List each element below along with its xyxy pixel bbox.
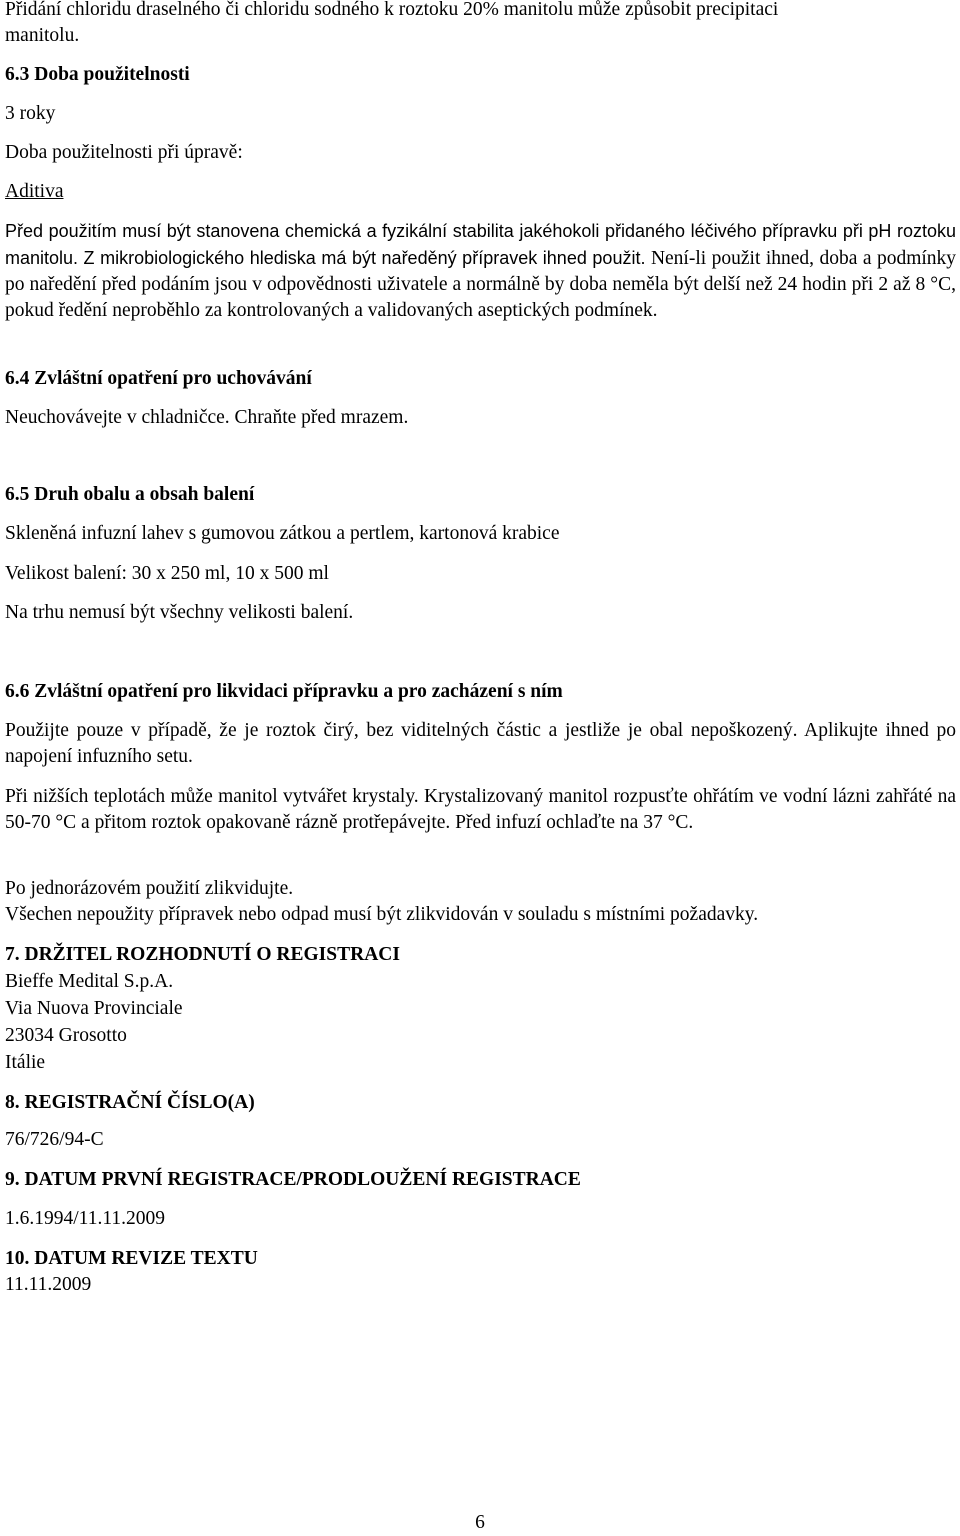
microbiology-text: Z mikrobiologického hlediska má být naředěný přípravek ihned použit. bbox=[83, 248, 646, 268]
stability-paragraph bbox=[5, 218, 956, 324]
section-6-4-heading: 6.4 Zvláštní opatření pro uchovávání bbox=[5, 368, 312, 389]
section-6-6-heading: 6.6 Zvláštní opatření pro likvidaci přípravku a pro zacházení s ním bbox=[5, 681, 563, 702]
storage-instructions: Neuchovávejte v chladničce. Chraňte před mrazem. bbox=[5, 407, 409, 428]
section-9-heading: 9. DATUM PRVNÍ REGISTRACE/PRODLOUŽENÍ REGISTRACE bbox=[5, 1169, 581, 1190]
section-8-heading: 8. REGISTRAČNÍ ČÍSLO(A) bbox=[5, 1092, 255, 1113]
holder-street: Via Nuova Provinciale bbox=[5, 998, 183, 1019]
disposal-line-2: Všechen nepoužity přípravek nebo odpad musí být zlikvidován v souladu s místními požadavky. bbox=[5, 904, 759, 925]
revision-date: 11.11.2009 bbox=[5, 1274, 92, 1295]
shelf-life-value: 3 roky bbox=[5, 103, 56, 124]
additives-label: Aditiva bbox=[5, 181, 64, 202]
disposal-line-1: Po jednorázovém použití zlikvidujte. bbox=[5, 878, 294, 899]
section-10-heading: 10. DATUM REVIZE TEXTU bbox=[5, 1248, 258, 1269]
container-description: Skleněná infuzní lahev s gumovou zátkou a pertlem, kartonová krabice bbox=[5, 523, 560, 544]
shelf-life-after-preparation-label: Doba použitelnosti při úpravě: bbox=[5, 142, 243, 163]
holder-name: Bieffe Medital S.p.A. bbox=[5, 971, 174, 992]
intro-line-1: Přidání chloridu draselného či chloridu sodného k roztoku 20% manitolu může způsobit precipitaci bbox=[5, 0, 779, 20]
holder-country: Itálie bbox=[5, 1052, 46, 1073]
holder-city: 23034 Grosotto bbox=[5, 1025, 127, 1046]
storage-conditions-text: Není-li použit ihned, doba a podmínky po naředění před podáním jsou v odpovědnosti uživatele a normálně by doba neměla být delší než 24 hodin při 2 až 8 °C, pokud ředění neproběhlo za kontrolovaných a validovaných aseptických podmínek. bbox=[5, 248, 957, 321]
stability-text: Před použitím musí být stanovena chemická a fyzikální stabilita jakéhokoli přidaného léčivého přípravku při pH roztoku manitolu. bbox=[5, 221, 956, 268]
crystals-paragraph: Při nižších teplotách může manitol vytvářet krystaly. Krystalizovaný manitol rozpusťte ohřátím ve vodní lázni zahřáté na 50-70 °C a přitom roztok opakovaně rázně protřepávejte. Před infuzí ochlaďte na 37 °C. bbox=[5, 786, 956, 833]
section-6-5-heading: 6.5 Druh obalu a obsah balení bbox=[5, 484, 255, 505]
page-number: 6 bbox=[475, 1512, 485, 1533]
section-7-heading: 7. DRŽITEL ROZHODNUTÍ O REGISTRACI bbox=[5, 944, 400, 965]
usage-paragraph: Použijte pouze v případě, že je roztok čirý, bez viditelných částic a jestliže je obal nepoškozený. Aplikujte ihned po napojení infuzního setu. bbox=[5, 720, 956, 767]
pack-sizes: Velikost balení: 30 x 250 ml, 10 x 500 ml bbox=[5, 563, 329, 584]
section-6-3-heading: 6.3 Doba použitelnosti bbox=[5, 64, 190, 85]
intro-line-2: manitolu. bbox=[5, 25, 80, 46]
registration-number: 76/726/94-C bbox=[5, 1129, 104, 1150]
registration-dates: 1.6.1994/11.11.2009 bbox=[5, 1208, 165, 1229]
pack-sizes-note: Na trhu nemusí být všechny velikosti balení. bbox=[5, 602, 354, 623]
